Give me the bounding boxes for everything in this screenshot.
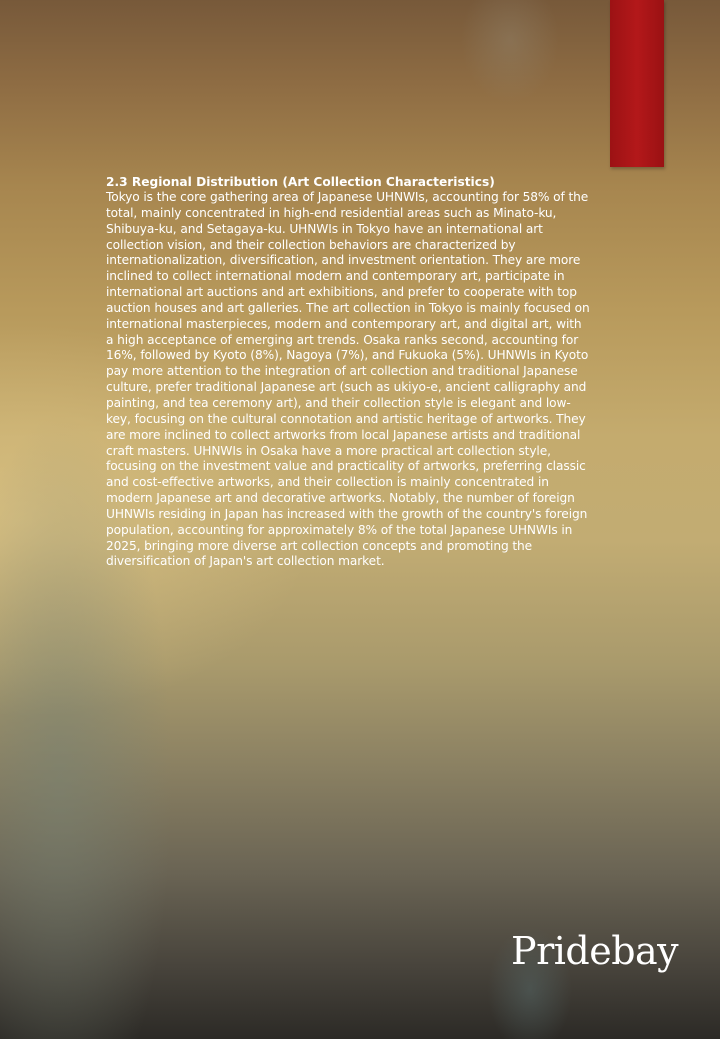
section-paragraph: Tokyo is the core gathering area of Japanese UHNWIs, accounting for 58% of the total, mainly concentrated in high-end residential areas such as Minato-ku, Shibuya-ku, and Setagaya-ku. UHNWIs in Tokyo have an international art collection vision, and their collection behaviors are characterized by internationalization, diversification, and investment orientation. They are more inclined to collect international modern and contemporary art, participate in international art auctions and art exhibitions, and prefer to cooperate with top auction houses and art galleries. The art collection in Tokyo is mainly focused on international masterpieces, modern and contemporary art, and digital art, with a high acceptance of emerging art trends. Osaka ranks second, accounting for 16%, followed by Kyoto (8%), Nagoya (7%), and Fukuoka (5%). UHNWIs in Kyoto pay more attention to the integration of art collection and traditional Japanese culture, prefer traditional Japanese art (such as ukiyo-e, ancient calligraphy and painting, and tea ceremony art), and their collection style is elegant and low-key, focusing on the cultural connotation and artistic heritage of artworks. They are more inclined to collect artworks from local Japanese artists and traditional craft masters. UHNWIs in Osaka have a more practical art collection style, focusing on the investment value and practicality of artworks, preferring classic and cost-effective artworks, and their collection is mainly concentrated in modern Japanese art and decorative artworks. Notably, the number of foreign UHNWIs residing in Japan has increased with the growth of the country's foreign population, accounting for approximately 8% of the total Japanese UHNWIs in 2025, bringing more diverse art collection concepts and promoting the diversification of Japan's art collection market. bbox=[106, 190, 590, 569]
section-content bbox=[106, 174, 590, 570]
brand-logo-text: Pridebay bbox=[511, 929, 679, 973]
section-heading: 2.3 Regional Distribution (Art Collection Characteristics) bbox=[106, 175, 495, 189]
red-bookmark-ribbon bbox=[610, 0, 664, 167]
